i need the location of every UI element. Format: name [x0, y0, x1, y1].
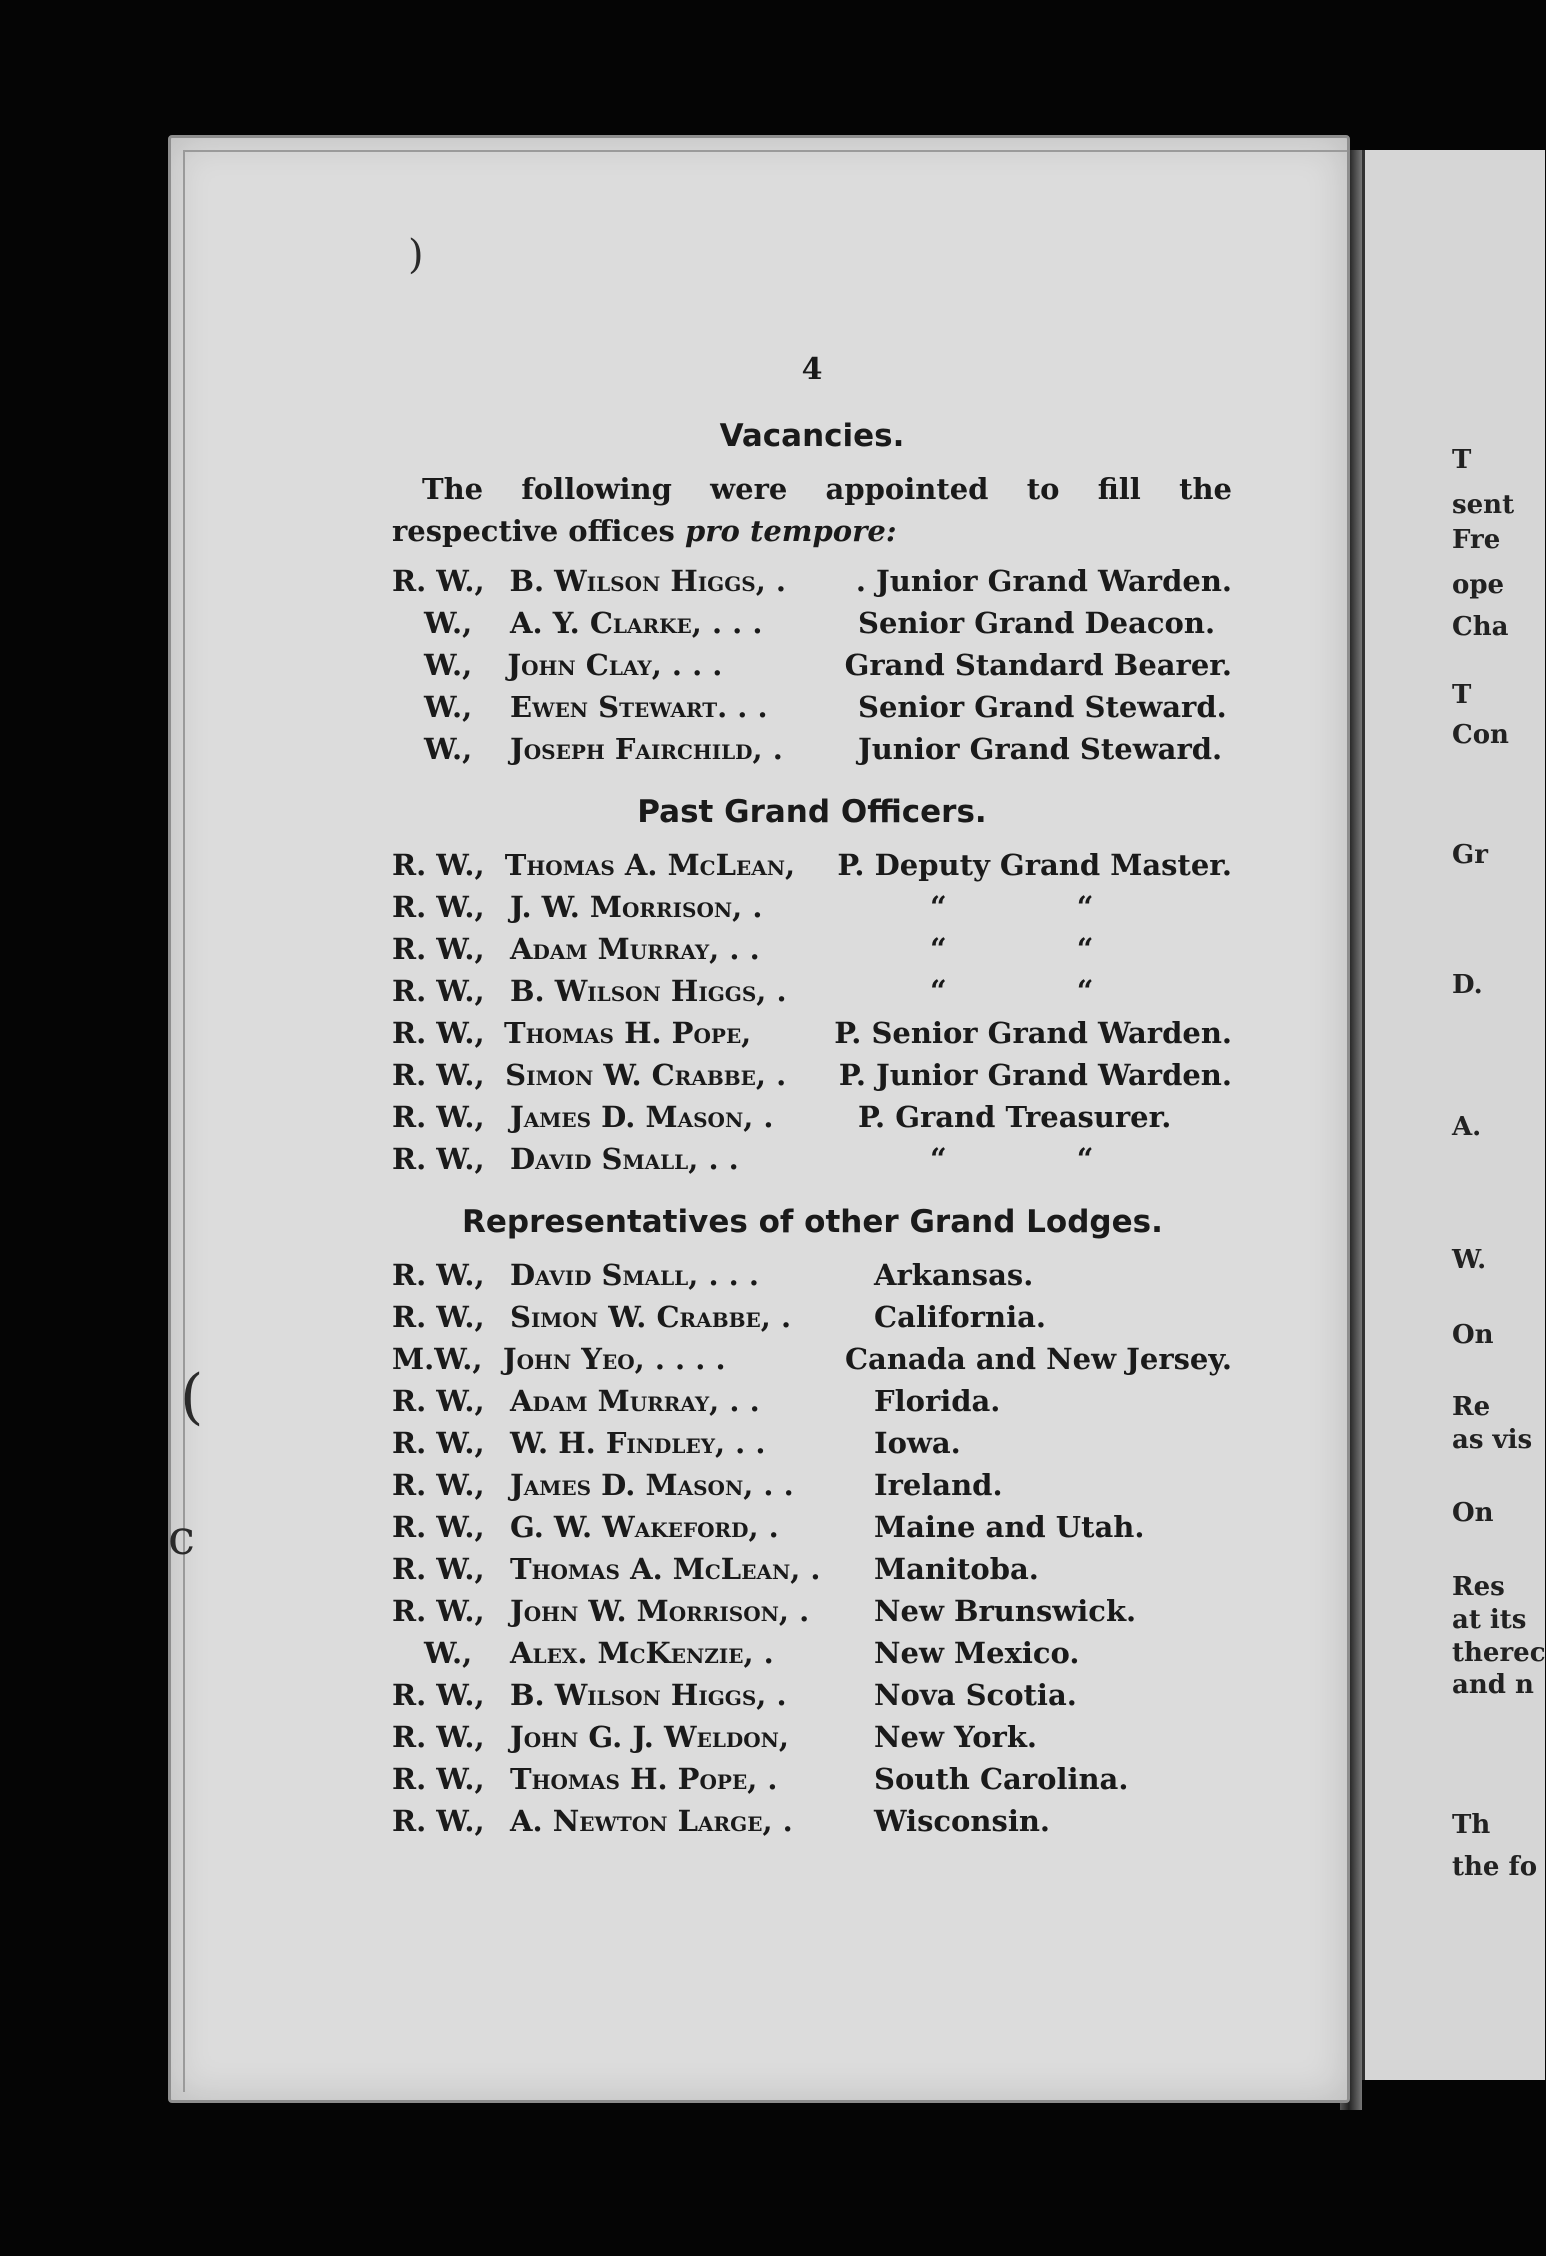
member-name: Adam Murray, . . — [510, 932, 760, 966]
member-name: John Clay, . . . — [507, 648, 723, 682]
list-item — [392, 886, 1232, 928]
facing-page-fragment: the fo — [1452, 1852, 1538, 1882]
rank: W., — [424, 606, 473, 640]
page-content — [392, 352, 1232, 1842]
office: Grand Standard Bearer. — [844, 648, 1232, 682]
member-name: John Yeo, . . . . — [502, 1342, 726, 1376]
list-item — [392, 928, 1232, 970]
rank: R. W., — [392, 1384, 485, 1418]
list-item — [392, 1254, 1232, 1296]
office: Senior Grand Steward. — [858, 690, 1227, 724]
rank: R. W., — [392, 848, 485, 882]
rank: R. W., — [392, 1100, 485, 1134]
office: Iowa. — [874, 1426, 961, 1460]
office: New York. — [874, 1720, 1038, 1754]
office: “ “ — [930, 932, 1154, 966]
list-item — [392, 844, 1232, 886]
member-name: John W. Morrison, . — [510, 1594, 810, 1628]
member-name: James D. Mason, . . — [510, 1468, 794, 1502]
member-name: Simon W. Crabbe, . — [505, 1058, 787, 1092]
member-name: W. H. Findley, . . — [510, 1426, 766, 1460]
office: P. Grand Treasurer. — [858, 1100, 1172, 1134]
member-name: B. Wilson Higgs, . — [509, 564, 787, 598]
member-name: J. W. Morrison, . — [510, 890, 763, 924]
member-name: G. W. Wakeford, . — [510, 1510, 779, 1544]
list-item — [392, 644, 1232, 686]
list-item — [392, 1800, 1232, 1842]
rank: R. W., — [392, 890, 485, 924]
rank: R. W., — [392, 564, 485, 598]
rank: W., — [424, 732, 473, 766]
rank: R. W., — [392, 1142, 485, 1176]
member-name: Thomas A. McLean, — [504, 848, 796, 882]
facing-page-fragment: at its — [1452, 1605, 1527, 1635]
office: P. Deputy Grand Master. — [837, 848, 1232, 882]
office: South Carolina. — [874, 1762, 1129, 1796]
office: Nova Scotia. — [874, 1678, 1077, 1712]
rank: M.W., — [392, 1342, 483, 1376]
member-name: David Small, . . . — [510, 1258, 759, 1292]
member-name: Thomas A. McLean, . — [510, 1552, 821, 1586]
facing-page-fragment: W. — [1452, 1245, 1487, 1275]
office: P. Senior Grand Warden. — [834, 1016, 1232, 1050]
member-name: B. Wilson Higgs, . — [510, 1678, 787, 1712]
facing-page-fragment: ope — [1452, 570, 1505, 600]
margin-mark: c — [168, 1510, 195, 1566]
office: Ireland. — [874, 1468, 1003, 1502]
rank: W., — [424, 1636, 473, 1670]
member-name: Alex. McKenzie, . — [510, 1636, 774, 1670]
office: New Brunswick. — [874, 1594, 1137, 1628]
office: Manitoba. — [874, 1552, 1039, 1586]
rank: R. W., — [392, 932, 485, 966]
representatives-list — [392, 1254, 1232, 1842]
list-item — [392, 1138, 1232, 1180]
list-item — [392, 728, 1232, 770]
office: Wisconsin. — [874, 1804, 1051, 1838]
list-item — [392, 1054, 1232, 1096]
facing-page-fragment: Con — [1452, 720, 1509, 750]
rank: W., — [424, 648, 473, 682]
facing-page-fragment: Re — [1452, 1392, 1491, 1422]
list-item — [392, 686, 1232, 728]
office: Canada and New Jersey. — [844, 1342, 1232, 1376]
member-name: James D. Mason, . — [510, 1100, 774, 1134]
section-heading-representatives: Representatives of other Grand Lodges. — [462, 1204, 1163, 1240]
facing-page-fragment: Res — [1452, 1572, 1505, 1602]
pen-mark: ) — [408, 232, 424, 278]
section-heading-vacancies: Vacancies. — [719, 418, 905, 454]
rank: R. W., — [392, 1552, 485, 1586]
facing-page-fragment: Fre — [1452, 525, 1501, 555]
rank: R. W., — [392, 1594, 485, 1628]
rank: R. W., — [392, 1016, 485, 1050]
margin-mark: ( — [180, 1362, 204, 1432]
office: California. — [874, 1300, 1046, 1334]
member-name: David Small, . . — [510, 1142, 739, 1176]
rank: R. W., — [392, 974, 485, 1008]
list-item — [392, 1506, 1232, 1548]
rank: R. W., — [392, 1720, 485, 1754]
facing-page-fragment: as vis — [1452, 1425, 1533, 1455]
member-name: Joseph Fairchild, . — [510, 732, 783, 766]
list-item — [392, 1716, 1232, 1758]
member-name: A. Y. Clarke, . . . — [510, 606, 763, 640]
office: Senior Grand Deacon. — [858, 606, 1216, 640]
page-number: 4 — [801, 352, 823, 387]
vacancies-intro — [392, 468, 1232, 552]
list-item — [392, 1380, 1232, 1422]
office: Arkansas. — [874, 1258, 1034, 1292]
facing-page-fragment: sent — [1452, 490, 1515, 520]
office: Florida. — [874, 1384, 1001, 1418]
list-item — [392, 1548, 1232, 1590]
vacancies-list — [392, 560, 1232, 770]
member-name: B. Wilson Higgs, . — [510, 974, 787, 1008]
intro-text: The following were appointed to fill the respective offices — [392, 472, 1232, 548]
office: New Mexico. — [874, 1636, 1080, 1670]
office: “ “ — [930, 974, 1154, 1008]
facing-page-fragment: A. — [1452, 1112, 1482, 1142]
rank: R. W., — [392, 1510, 485, 1544]
section-heading-past-officers: Past Grand Officers. — [637, 794, 987, 830]
facing-page-fragment: T — [1452, 680, 1472, 710]
facing-page-fragment: D. — [1452, 970, 1483, 1000]
rank: R. W., — [392, 1058, 485, 1092]
facing-page-fragment: On — [1452, 1320, 1494, 1350]
facing-page-fragment: Cha — [1452, 612, 1509, 642]
list-item — [392, 1590, 1232, 1632]
office: Maine and Utah. — [874, 1510, 1145, 1544]
office: P. Junior Grand Warden. — [838, 1058, 1232, 1092]
rank: R. W., — [392, 1804, 485, 1838]
list-item — [392, 1674, 1232, 1716]
list-item — [392, 1296, 1232, 1338]
list-item — [392, 1464, 1232, 1506]
list-item — [392, 1758, 1232, 1800]
facing-page-fragment: On — [1452, 1498, 1494, 1528]
office: Junior Grand Steward. — [858, 732, 1223, 766]
list-item — [392, 1096, 1232, 1138]
rank: R. W., — [392, 1258, 485, 1292]
facing-page-fragment: and n — [1452, 1670, 1534, 1700]
rank: R. W., — [392, 1468, 485, 1502]
member-name: Adam Murray, . . — [510, 1384, 760, 1418]
past-officers-list — [392, 844, 1232, 1180]
intro-italic: pro tempore: — [684, 514, 897, 548]
member-name: Simon W. Crabbe, . — [510, 1300, 792, 1334]
facing-page-fragment: Th — [1452, 1810, 1491, 1840]
list-item — [392, 1422, 1232, 1464]
office: . Junior Grand Warden. — [855, 564, 1232, 598]
rank: R. W., — [392, 1678, 485, 1712]
facing-page-fragment: therec — [1452, 1638, 1546, 1668]
rank: R. W., — [392, 1426, 485, 1460]
rank: R. W., — [392, 1300, 485, 1334]
facing-page-fragment: Gr — [1452, 840, 1488, 870]
list-item — [392, 1632, 1232, 1674]
member-name: Thomas H. Pope, . — [510, 1762, 778, 1796]
member-name: Thomas H. Pope, — [503, 1016, 752, 1050]
office: “ “ — [930, 890, 1154, 924]
list-item — [392, 970, 1232, 1012]
rank: R. W., — [392, 1762, 485, 1796]
list-item — [392, 560, 1232, 602]
office: “ “ — [930, 1142, 1154, 1176]
member-name: A. Newton Large, . — [510, 1804, 793, 1838]
list-item — [392, 1012, 1232, 1054]
facing-page-fragment: T — [1452, 445, 1472, 475]
list-item — [392, 1338, 1232, 1380]
member-name: Ewen Stewart. . . — [510, 690, 768, 724]
rank: W., — [424, 690, 473, 724]
member-name: John G. J. Weldon, — [510, 1720, 790, 1754]
list-item — [392, 602, 1232, 644]
